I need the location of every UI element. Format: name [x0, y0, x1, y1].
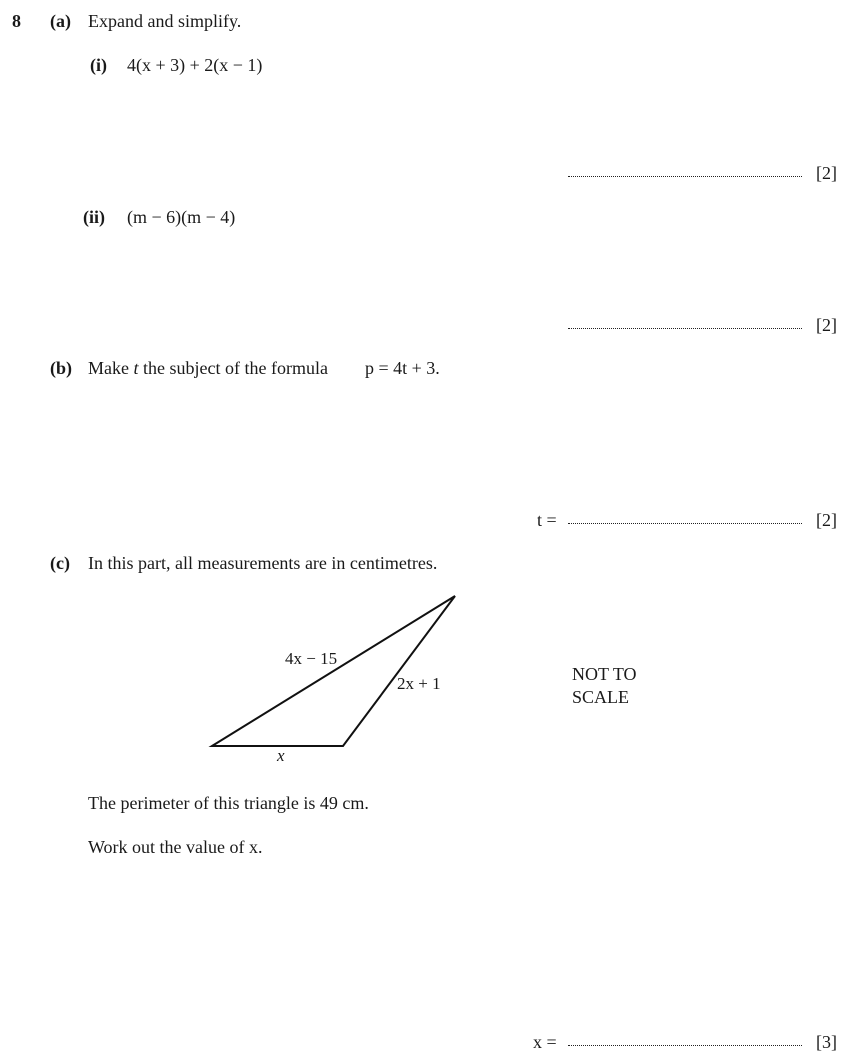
sub-ii-expression: (m − 6)(m − 4) — [127, 207, 236, 227]
sub-ii-label: (ii) — [83, 207, 105, 227]
triangle-shape — [212, 596, 455, 746]
part-a-instruction: Expand and simplify. — [88, 11, 242, 31]
part-b-formula: p = 4t + 3. — [365, 358, 440, 378]
marks-ii: [2] — [816, 315, 837, 335]
perimeter-text: The perimeter of this triangle is 49 cm. — [88, 793, 369, 813]
marks-b: [2] — [816, 510, 837, 530]
sub-i-label: (i) — [90, 55, 107, 75]
marks-c: [3] — [816, 1032, 837, 1052]
part-c-answer-prefix: x = — [533, 1032, 557, 1052]
side-right-label: 2x + 1 — [397, 674, 441, 693]
part-c-label: (c) — [50, 553, 70, 573]
part-b-answer-prefix: t = — [537, 510, 557, 530]
part-a-label: (a) — [50, 11, 71, 31]
not-to-scale-line1: NOT TO — [572, 664, 637, 684]
sub-i-expression: 4(x + 3) + 2(x − 1) — [127, 55, 263, 75]
part-b-label: (b) — [50, 358, 72, 378]
side-base-label: x — [277, 746, 285, 765]
side-long-label: 4x − 15 — [285, 649, 338, 668]
not-to-scale-line2: SCALE — [572, 687, 630, 707]
part-c-intro: In this part, all measurements are in centimetres. — [88, 553, 438, 573]
part-b-variable: t — [133, 358, 139, 378]
marks-i: [2] — [816, 163, 837, 183]
task-text: Work out the value of x. — [88, 837, 263, 857]
part-b-text-after: the subject of the formula — [138, 358, 328, 378]
part-b-text-before: Make — [88, 358, 134, 378]
answer-line-c[interactable] — [568, 1045, 802, 1046]
question-number: 8 — [12, 11, 21, 31]
